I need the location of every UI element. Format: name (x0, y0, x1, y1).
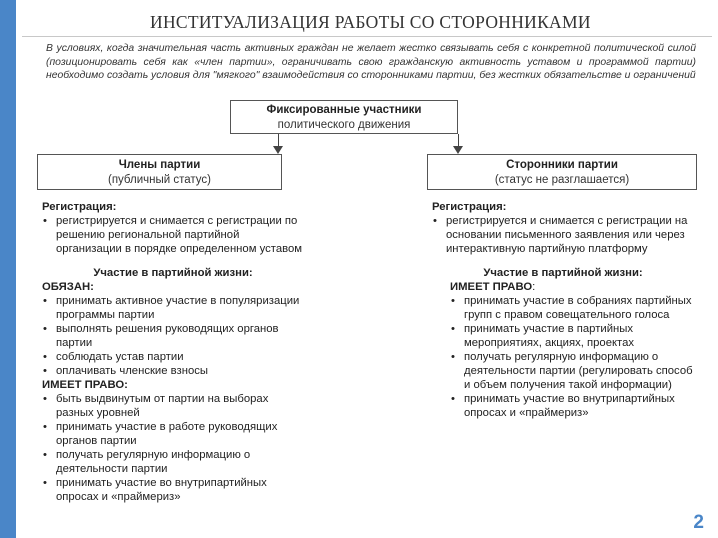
page-title: ИНСТИТУАЛИЗАЦИЯ РАБОТЫ СО СТОРОННИКАМИ (150, 12, 591, 32)
list-item: • принимать участие в работе руководящих органов партии (42, 420, 304, 448)
members-column (42, 200, 304, 504)
top-box (230, 100, 458, 134)
members-obliged-list (42, 294, 304, 378)
list-item: • регистрируется и снимается с регистрации по решению региональной партийной организации в порядке определенном уставом (42, 214, 304, 256)
list-item: • оплачивать членские взносы (42, 364, 304, 378)
members-registration-list (42, 214, 304, 256)
supporters-rights-colon: : (532, 281, 536, 293)
supporters-column (432, 200, 694, 420)
list-item: • получать регулярную информацию о деятельности партии (42, 448, 304, 476)
members-box-title: Члены партии (118, 159, 201, 171)
arrow-left (278, 134, 279, 152)
supporters-registration-list (432, 214, 694, 256)
supporters-rights-list (432, 294, 694, 420)
supporters-box (427, 154, 697, 190)
members-rights-list (42, 392, 304, 504)
list-item: • принимать участие в партийных мероприятиях, акциях, проектах (450, 322, 694, 350)
supporters-box-title: Сторонники партии (506, 159, 618, 171)
list-item: • принимать активное участие в популяризации программы партии (42, 294, 304, 322)
top-box-subtitle: политического движения (277, 119, 411, 131)
list-item: • принимать участие во внутрипартийных опросах и «праймериз» (42, 476, 304, 504)
page-number: 2 (693, 512, 704, 533)
members-registration-heading: Регистрация: (42, 201, 117, 213)
supporters-participation-heading: Участие в партийной жизни: (483, 267, 643, 279)
title-divider (22, 36, 712, 37)
list-item: • принимать участие во внутрипартийных опросах и «праймериз» (450, 392, 694, 420)
members-participation-heading: Участие в партийной жизни: (93, 267, 253, 279)
supporters-box-subtitle: (статус не разглашается) (494, 174, 630, 186)
top-box-title: Фиксированные участники (266, 104, 422, 116)
members-box-subtitle: (публичный статус) (108, 174, 211, 186)
members-obliged-heading: ОБЯЗАН: (42, 281, 94, 293)
supporters-registration-heading: Регистрация: (432, 201, 507, 213)
intro-paragraph: В условиях, когда значительная часть активных граждан не желает жестко связывать себя с конкретной политической силой (позиционировать себя как «член партии», ограничивать свою гражданскую активность уставом и программой партии) необходимо создать условия для "мягкого" взаимодействия со сторонниками партии, без жестких обязательстве и ограничений (46, 43, 696, 81)
list-item: • регистрируется и снимается с регистрации на основании письменного заявления или через интерактивную партийную платформу (432, 214, 694, 256)
left-accent-bar (0, 0, 16, 538)
list-item: • выполнять решения руководящих органов партии (42, 322, 304, 350)
supporters-rights-heading-row (432, 280, 694, 294)
list-item: • получать регулярную информацию о деятельности партии (регулировать способ и объем получения такой информации) (450, 350, 694, 392)
arrow-right (458, 134, 459, 152)
list-item: • принимать участие в собраниях партийных групп с правом совещательного голоса (450, 294, 694, 322)
members-box (37, 154, 282, 190)
supporters-rights-heading: ИМЕЕТ ПРАВО (450, 281, 533, 293)
list-item: • соблюдать устав партии (42, 350, 304, 364)
members-rights-heading: ИМЕЕТ ПРАВО: (42, 379, 128, 391)
list-item: • быть выдвинутым от партии на выборах разных уровней (42, 392, 304, 420)
